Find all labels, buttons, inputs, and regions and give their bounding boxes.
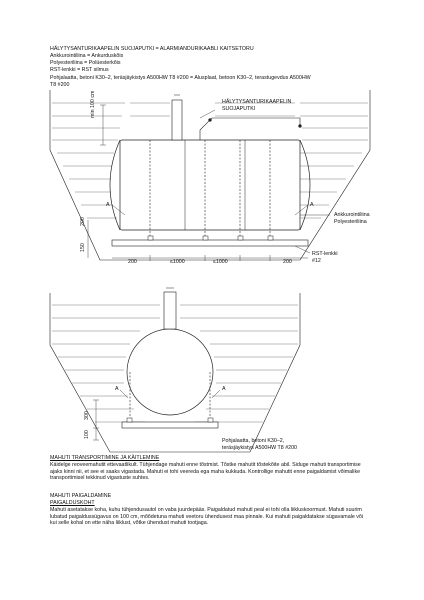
base-slab-label: teräsjäykistys A500HW T8 #200 — [222, 445, 297, 451]
section-marker: A — [106, 202, 110, 208]
polyester-strap-label: Polyesteriliina — [334, 219, 367, 225]
dimension-label: 200 — [128, 259, 137, 265]
sensor-pipe-label: SUOJAPUTKI — [222, 106, 256, 112]
dimension-label: 150 — [80, 243, 86, 252]
min-depth-label: min 100 cm — [90, 90, 96, 118]
dimension-label: 200 — [283, 259, 292, 265]
dimension-label: ≤1000 — [170, 259, 185, 265]
base-slab-label: Pohjalaatta, betoni K30–2, — [222, 438, 285, 444]
section-marker: A — [115, 386, 119, 392]
rst-loop-label: RST-lenkki — [312, 251, 338, 257]
header-line: RST-lenkki = RST silmus — [50, 67, 109, 73]
section-heading: MAHUTI TRANSPORTIMINE JA KÄITLEMINE — [50, 455, 160, 461]
dimension-label: 100 — [84, 430, 90, 439]
rst-loop-size-label: #12 — [312, 258, 321, 264]
header-line: Pohjalaatta, betoni K30–2, teräsjäykistys A500HW T8 #200 = Alusplaat, betoon K30–2, terastugevdus A500HW — [50, 75, 311, 81]
sensor-pipe-label: HÄLYTYSANTURIKAAPELIN — [222, 99, 292, 105]
section-heading: MAHUTI PAIGALDAMINE — [50, 493, 112, 499]
dimension-label: 200 — [80, 217, 86, 226]
section-marker: A — [222, 386, 226, 392]
anchor-strap-label: Ankkurointiliina — [334, 212, 370, 218]
section-body: Käidelge reoveemahutit ettevaatlikult. Tühjendage mahuti enne tõstmist. Tõstke mahutit tõstekõite abil. Siduge mahuti transportimise ajaks kinni nii, et see ei saaks vigastada. Mahuti ei tohi veereda ega maha kukkuda. Kontrollige mahutit enne paigaldamist võimalike transportimisel tekkinud vigastuste suhtes. — [50, 462, 361, 481]
header-line: T8 #200 — [50, 82, 70, 88]
dimension-label: ≤1000 — [213, 259, 228, 265]
section-body: Mahuti asetatakse koha, kuhu tühjendusautol on vaba juurdepääs. Paigaldatud mahuti peal ei tohi olla liikluskoormust. Mahuti suurim lubatud paigaldussügavus on 100 cm, mõõdetuna mahuti veetoru ühendusest maa pinnale. Kui mahuti paigaldatakse sügavamale või kui selle kohal on ette näha liiklust, võtke ühendust mahuti tootjaga. — [50, 507, 364, 526]
section-subheading: PAIGALDUSKOHT — [50, 500, 95, 506]
header-line: Ankkurointiliina = Ankurduskõis — [50, 53, 124, 59]
page-title: HÄLYTYSANTURIKAAPELIN SUOJAPUTKI = ALARMIANDURIKAABLI KAITSETORU — [50, 46, 254, 52]
section-marker: A — [310, 202, 314, 208]
header-line: Polyesteriliina = Polüesterkõis — [50, 60, 121, 66]
dimension-label: 300 — [84, 411, 90, 420]
